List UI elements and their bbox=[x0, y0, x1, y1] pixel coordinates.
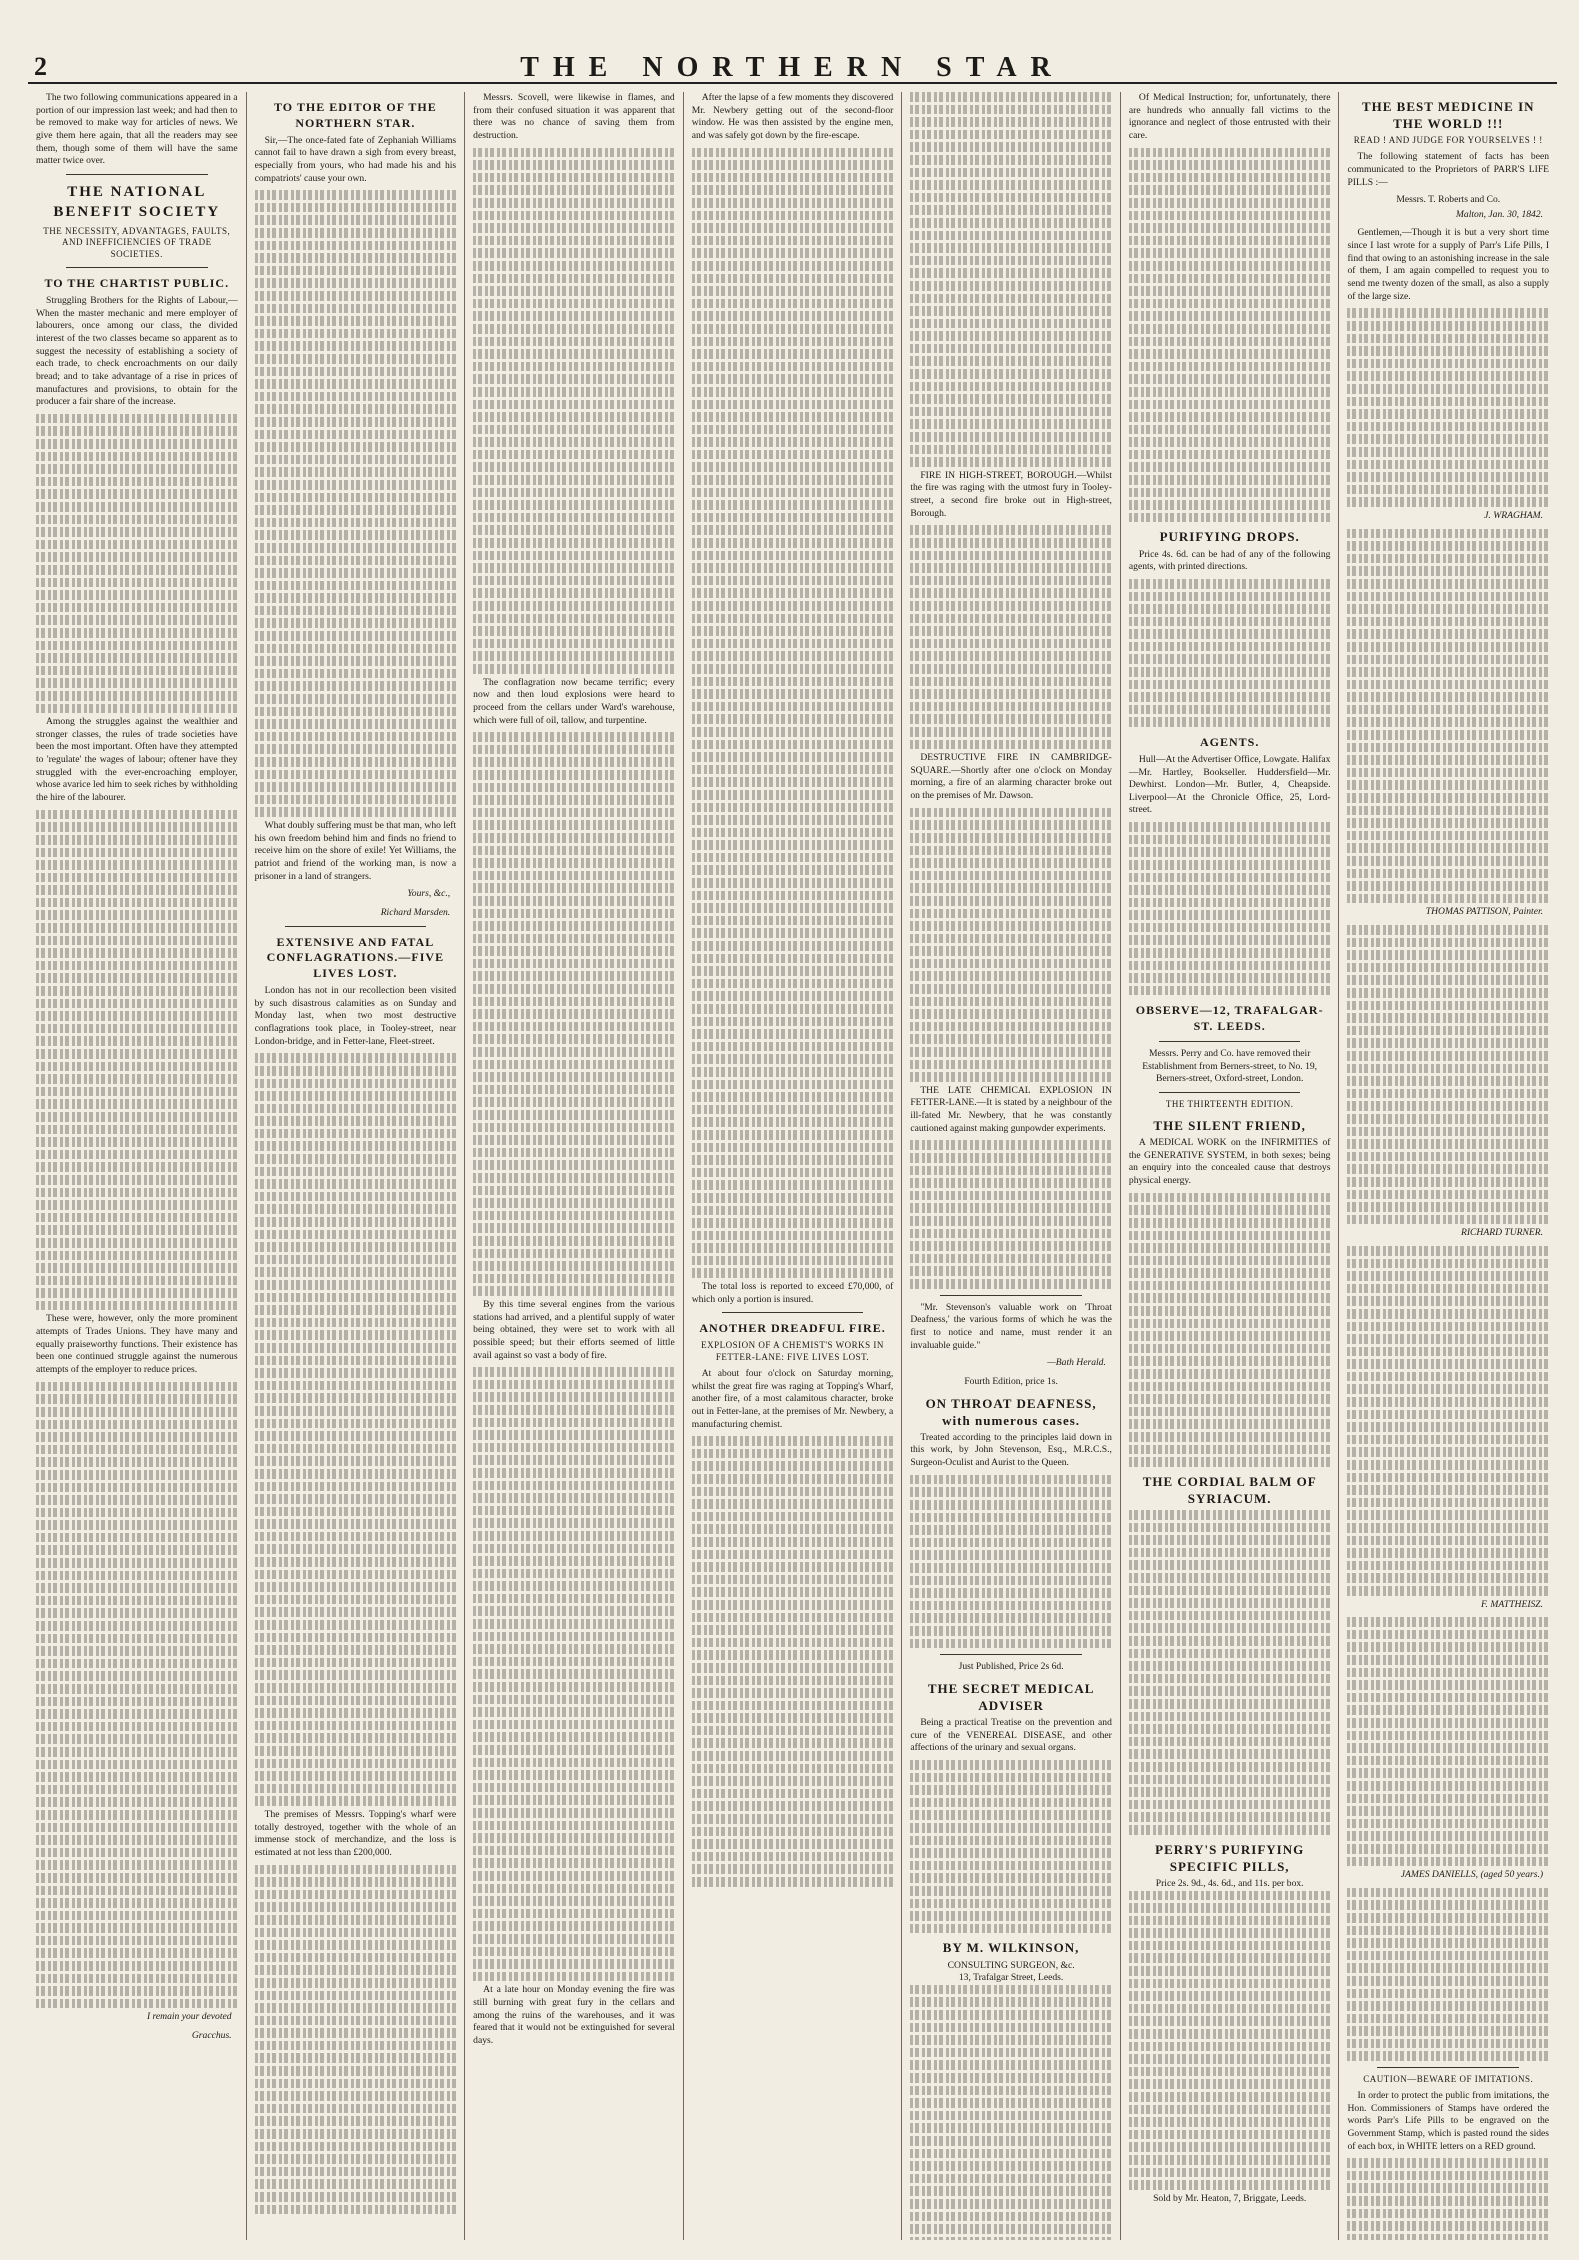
agents-heading: AGENTS. bbox=[1200, 735, 1260, 750]
edition-line: Fourth Edition, price 1s. bbox=[964, 1375, 1058, 1387]
column-3 bbox=[465, 92, 684, 2240]
signature: F. MATTHEISZ. bbox=[1480, 1598, 1544, 1610]
paragraph: Price 4s. 6d. can be had of any of the following agents, with printed directions. bbox=[1128, 548, 1331, 573]
article-heading: THE NATIONAL BENEFIT SOCIETY bbox=[53, 183, 221, 220]
letter-place: Malton, Jan. 30, 1842. bbox=[1455, 208, 1544, 220]
text-block bbox=[255, 1053, 457, 1806]
divider bbox=[722, 1312, 864, 1313]
ad-title: ON THROAT DEAFNESS, with numerous cases. bbox=[925, 1395, 1097, 1428]
text-block bbox=[1129, 1510, 1331, 1834]
text-block bbox=[36, 1382, 238, 2009]
paragraph: After the lapse of a few moments they discovered Mr. Newbery getting out of the second-floor window. He was then assisted by the engine men, and was safely got down by the fire-escape. bbox=[691, 92, 894, 141]
text-block bbox=[473, 1367, 675, 1981]
column-1 bbox=[28, 92, 247, 2240]
ad-title: PURIFYING DROPS. bbox=[1159, 529, 1300, 545]
signature: Gracchus. bbox=[191, 2030, 232, 2042]
article-subheading: THE NECESSITY, ADVANTAGES, FAULTS, AND INEFFICIENCIES OF TRADE SOCIETIES. bbox=[43, 225, 231, 260]
paragraph: DESTRUCTIVE FIRE IN CAMBRIDGE-SQUARE.—Shortly after one o'clock on Monday morning, a fire of an alarming character broke out on the premises of Mr. Dawson. bbox=[910, 752, 1112, 802]
footer-line: Sold by Mr. Heaton, 7, Briggate, Leeds. bbox=[1153, 2192, 1307, 2204]
address-line: TO THE CHARTIST PUBLIC. bbox=[44, 276, 230, 291]
text-block bbox=[1347, 1246, 1549, 1596]
paragraph: FIRE IN HIGH-STREET, BOROUGH.—Whilst the fire was raging with the utmost fury in Tooley-street, a second fire broke out in High-street, Borough. bbox=[910, 469, 1112, 519]
text-block bbox=[255, 190, 457, 817]
paragraph: These were, however, only the more prominent attempts of Trades Unions. They have many and equally praiseworthy functions. Their existence has been one continued struggle against the numerous attempts of the employer to reduce prices. bbox=[36, 1313, 238, 1376]
text-block bbox=[1129, 579, 1331, 727]
paragraph: Struggling Brothers for the Rights of Labour,—When the master mechanic and mere employer of labourers, once among our class, the divided interest of the two classes became so apparent as to suggest the necessity of establishing a society of each trade, to check encroachments on our daily bread; and to take advantage of a rise in prices of manufactures and provisions, to obtain for the producer a fair share of the increase. bbox=[36, 294, 238, 408]
paragraph: The premises of Messrs. Topping's wharf were totally destroyed, together with the whole of an immense stock of merchandize, and the loss is estimated at not less than £200,000. bbox=[254, 1808, 457, 1858]
paragraph: By this time several engines from the various stations had arrived, and a plentiful supply of water being obtained, they were set to work with all possible speed; but their efforts seemed of little avail against so vast a body of fire. bbox=[473, 1298, 675, 1361]
text-block bbox=[1347, 925, 1549, 1224]
ad-author-title: CONSULTING SURGEON, &c. bbox=[947, 1959, 1075, 1971]
text-block bbox=[1129, 148, 1331, 523]
text-block bbox=[1129, 1193, 1331, 1467]
ad-title: PERRY'S PURIFYING SPECIFIC PILLS, bbox=[1155, 1841, 1305, 1874]
divider bbox=[1377, 2067, 1519, 2068]
divider bbox=[285, 926, 427, 927]
divider bbox=[66, 174, 208, 175]
paragraph: The total loss is reported to exceed £70,000, of which only a portion is insured. bbox=[691, 1281, 894, 1305]
paragraph: Messrs. Scovell, were likewise in flames, and from their confused situation it was apparent that there was no chance of saving them from destruction. bbox=[473, 92, 675, 141]
article-heading: EXTENSIVE AND FATAL CONFLAGRATIONS.—FIVE LIVES LOST. bbox=[266, 934, 445, 981]
ad-author: BY M. WILKINSON, bbox=[942, 1940, 1080, 1956]
text-block bbox=[910, 525, 1112, 749]
signature: JAMES DANIELLS, (aged 50 years.) bbox=[1400, 1869, 1544, 1881]
closing: I remain your devoted bbox=[146, 2011, 232, 2023]
quote-source: —Bath Herald. bbox=[1047, 1357, 1106, 1369]
paragraph: London has not in our recollection been visited by such disastrous calamities as on Sunday and Monday last, when two most destructive conflagrations took place, in Tooley-street, near London-bridge, and in Fetter-lane, Fleet-street. bbox=[254, 985, 457, 1047]
text-block bbox=[473, 148, 675, 674]
paragraph: In order to protect the public from imitations, the Hon. Commissioners of Stamps have ordered the words Parr's Life Pills to be engraved on the Government Stamp, which is pasted round the sides of each box, in WHITE letters on a RED ground. bbox=[1347, 2089, 1550, 2152]
columns bbox=[28, 92, 1557, 2240]
signature: J. WRAGHAM. bbox=[1484, 509, 1544, 521]
removal-notice: Messrs. Perry and Co. have removed their Establishment from Berners-street, to No. 19, Berners-street, Oxford-street, London. bbox=[1142, 1048, 1318, 1085]
signature: THOMAS PATTISON, Painter. bbox=[1425, 906, 1544, 918]
text-block bbox=[1347, 1617, 1549, 1866]
divider bbox=[66, 267, 208, 268]
text-block bbox=[692, 1436, 894, 1886]
agents-list: Hull—At the Advertiser Office, Lowgate. Halifax—Mr. Hartley, Bookseller. Huddersfield—Mr. Dewhirst. London—Mr. Butler, 4, Cheapside. Liverpool—At the Chronicle Office, 25, Lord-street. bbox=[1128, 753, 1331, 816]
letter-recipient: Messrs. T. Roberts and Co. bbox=[1396, 194, 1501, 206]
ad-body: A MEDICAL WORK on the INFIRMITIES of the GENERATIVE SYSTEM, in both sexes; being an enquiry into the concealed cause that destroys physical energy. bbox=[1128, 1137, 1331, 1187]
text-block bbox=[692, 148, 894, 1278]
caution-heading: CAUTION—BEWARE OF IMITATIONS. bbox=[1363, 2074, 1534, 2085]
newspaper-title: THE NORTHERN STAR bbox=[520, 52, 1065, 83]
text-block bbox=[910, 92, 1112, 467]
closing: Yours, &c., bbox=[407, 888, 451, 900]
signature: Richard Marsden. bbox=[380, 906, 451, 918]
column-6 bbox=[1121, 92, 1340, 2240]
ad-address: 13, Trafalgar Street, Leeds. bbox=[958, 1972, 1064, 1984]
paragraph: What doubly suffering must be that man, who left his own freedom behind him and finds no friend to receive him on the shore of exile! Yet Williams, the patriot and friend of the working man, is now a prisoner in a land of strangers. bbox=[254, 819, 457, 882]
ad-body: Treated according to the principles laid down in this work, by John Stevenson, Esq., M.R.C.S., Surgeon-Oculist and Aurist to the Queen. bbox=[910, 1431, 1112, 1469]
divider bbox=[940, 1654, 1082, 1655]
text-block bbox=[36, 414, 238, 713]
text-block bbox=[1347, 308, 1549, 507]
column-5 bbox=[902, 92, 1121, 2240]
column-2 bbox=[247, 92, 466, 2240]
article-subheading: EXPLOSION OF A CHEMIST'S WORKS IN FETTER-LANE: FIVE LIVES LOST. bbox=[701, 1340, 884, 1363]
text-block bbox=[910, 1985, 1112, 2240]
ad-title: THE BEST MEDICINE IN THE WORLD !!! bbox=[1361, 99, 1535, 132]
observe-line: OBSERVE—12, TRAFALGAR-ST. LEEDS. bbox=[1135, 1003, 1324, 1034]
text-block bbox=[473, 732, 675, 1296]
edition-line: THE THIRTEENTH EDITION. bbox=[1165, 1099, 1294, 1110]
text-block bbox=[910, 1760, 1112, 1933]
text-block bbox=[910, 1140, 1112, 1288]
text-block bbox=[1347, 1888, 1549, 2061]
divider bbox=[940, 1295, 1082, 1296]
text-block bbox=[910, 808, 1112, 1082]
masthead bbox=[28, 52, 1557, 84]
text-block bbox=[1129, 822, 1331, 995]
paragraph: Among the struggles against the wealthier and stronger classes, the rules of trade societies have been the most important. Often have they attempted to 'regulate' the wages of labour; oftener have they struggled with the ever-encroaching employer, whose avarice led him to seek riches by withholding the hire of the labourer. bbox=[36, 716, 238, 804]
divider bbox=[1159, 1092, 1301, 1093]
paragraph: At about four o'clock on Saturday morning, whilst the great fire was raging at Topping's Wharf, another fire, of a most calamitous character, broke out in Fetter-lane, at the premises of Mr. Newbery, a manufacturing chemist. bbox=[691, 1367, 894, 1430]
price-line: Price 2s. 9d., 4s. 6d., and 11s. per box. bbox=[1155, 1877, 1304, 1889]
ad-title: THE SILENT FRIEND, bbox=[1153, 1117, 1306, 1133]
paragraph: At a late hour on Monday evening the fire was still burning with great fury in the cellars and among the ruins of the warehouses, and it was feared that it would not be extinguished for several days. bbox=[473, 1984, 675, 2046]
paragraph: The following statement of facts has been communicated to the Proprietors of PARR'S LIFE PILLS :— bbox=[1347, 151, 1550, 188]
paragraph: Of Medical Instruction; for, unfortunately, there are hundreds who annually fall victims to the ignorance and neglect of those entrusted with their care. bbox=[1128, 92, 1331, 141]
text-block bbox=[1347, 529, 1549, 904]
ad-title: THE CORDIAL BALM OF SYRIACUM. bbox=[1142, 1473, 1317, 1506]
paragraph: Gentlemen,—Though it is but a very short time since I last wrote for a supply of Parr's Life Pills, I find that owing to an astonishing increase in the sale of them, I am again compelled to request you to send me twenty dozen of the small, as also a supply of the large size. bbox=[1347, 227, 1550, 302]
paragraph: THE LATE CHEMICAL EXPLOSION IN FETTER-LANE.—It is stated by a neighbour of the ill-fated Mr. Newbery, that he was constantly cautioned against making gunpowder experiments. bbox=[910, 1084, 1112, 1134]
text-block bbox=[1347, 2158, 1549, 2240]
address-line: TO THE EDITOR OF THE NORTHERN STAR. bbox=[274, 100, 437, 130]
quote: "Mr. Stevenson's valuable work on 'Throat Deafness,' the various forms of which he was the first to notice and name, must render it an invaluable guide." bbox=[910, 1301, 1112, 1351]
article-heading: ANOTHER DREADFUL FIRE. bbox=[699, 1321, 886, 1336]
intro-note: The two following communications appeared in a portion of our impression last week; and had then to be removed to make way for articles of news. We give them here again, that all the readers may see them, though some of them will have the same matter twice over. bbox=[36, 92, 238, 167]
signature: RICHARD TURNER. bbox=[1460, 1227, 1544, 1239]
ad-subtitle: READ ! AND JUDGE FOR YOURSELVES ! ! bbox=[1353, 135, 1543, 146]
paragraph: The conflagration now became terrific; every now and then loud explosions were heard to proceed from the cellars under Ward's warehouse, which were full of oil, tallow, and turpentine. bbox=[473, 676, 675, 726]
ad-title: THE SECRET MEDICAL ADVISER bbox=[927, 1680, 1095, 1713]
page-number: 2 bbox=[34, 52, 47, 81]
edition-line: Just Published, Price 2s 6d. bbox=[958, 1661, 1064, 1673]
divider bbox=[1159, 1041, 1301, 1042]
paragraph: Sir,—The once-fated fate of Zephaniah Williams cannot fail to have drawn a sigh from every breast, especially from yours, who had made his and his compatriots' cause your own. bbox=[254, 134, 457, 184]
text-block bbox=[910, 1475, 1112, 1648]
column-7 bbox=[1339, 92, 1557, 2240]
column-4 bbox=[684, 92, 903, 2240]
ad-body: Being a practical Treatise on the prevention and cure of the VENEREAL DISEASE, and other affections of the urinary and sexual organs. bbox=[910, 1717, 1112, 1754]
text-block bbox=[255, 1865, 457, 2215]
text-block bbox=[1129, 1891, 1331, 2190]
text-block bbox=[36, 810, 238, 1311]
